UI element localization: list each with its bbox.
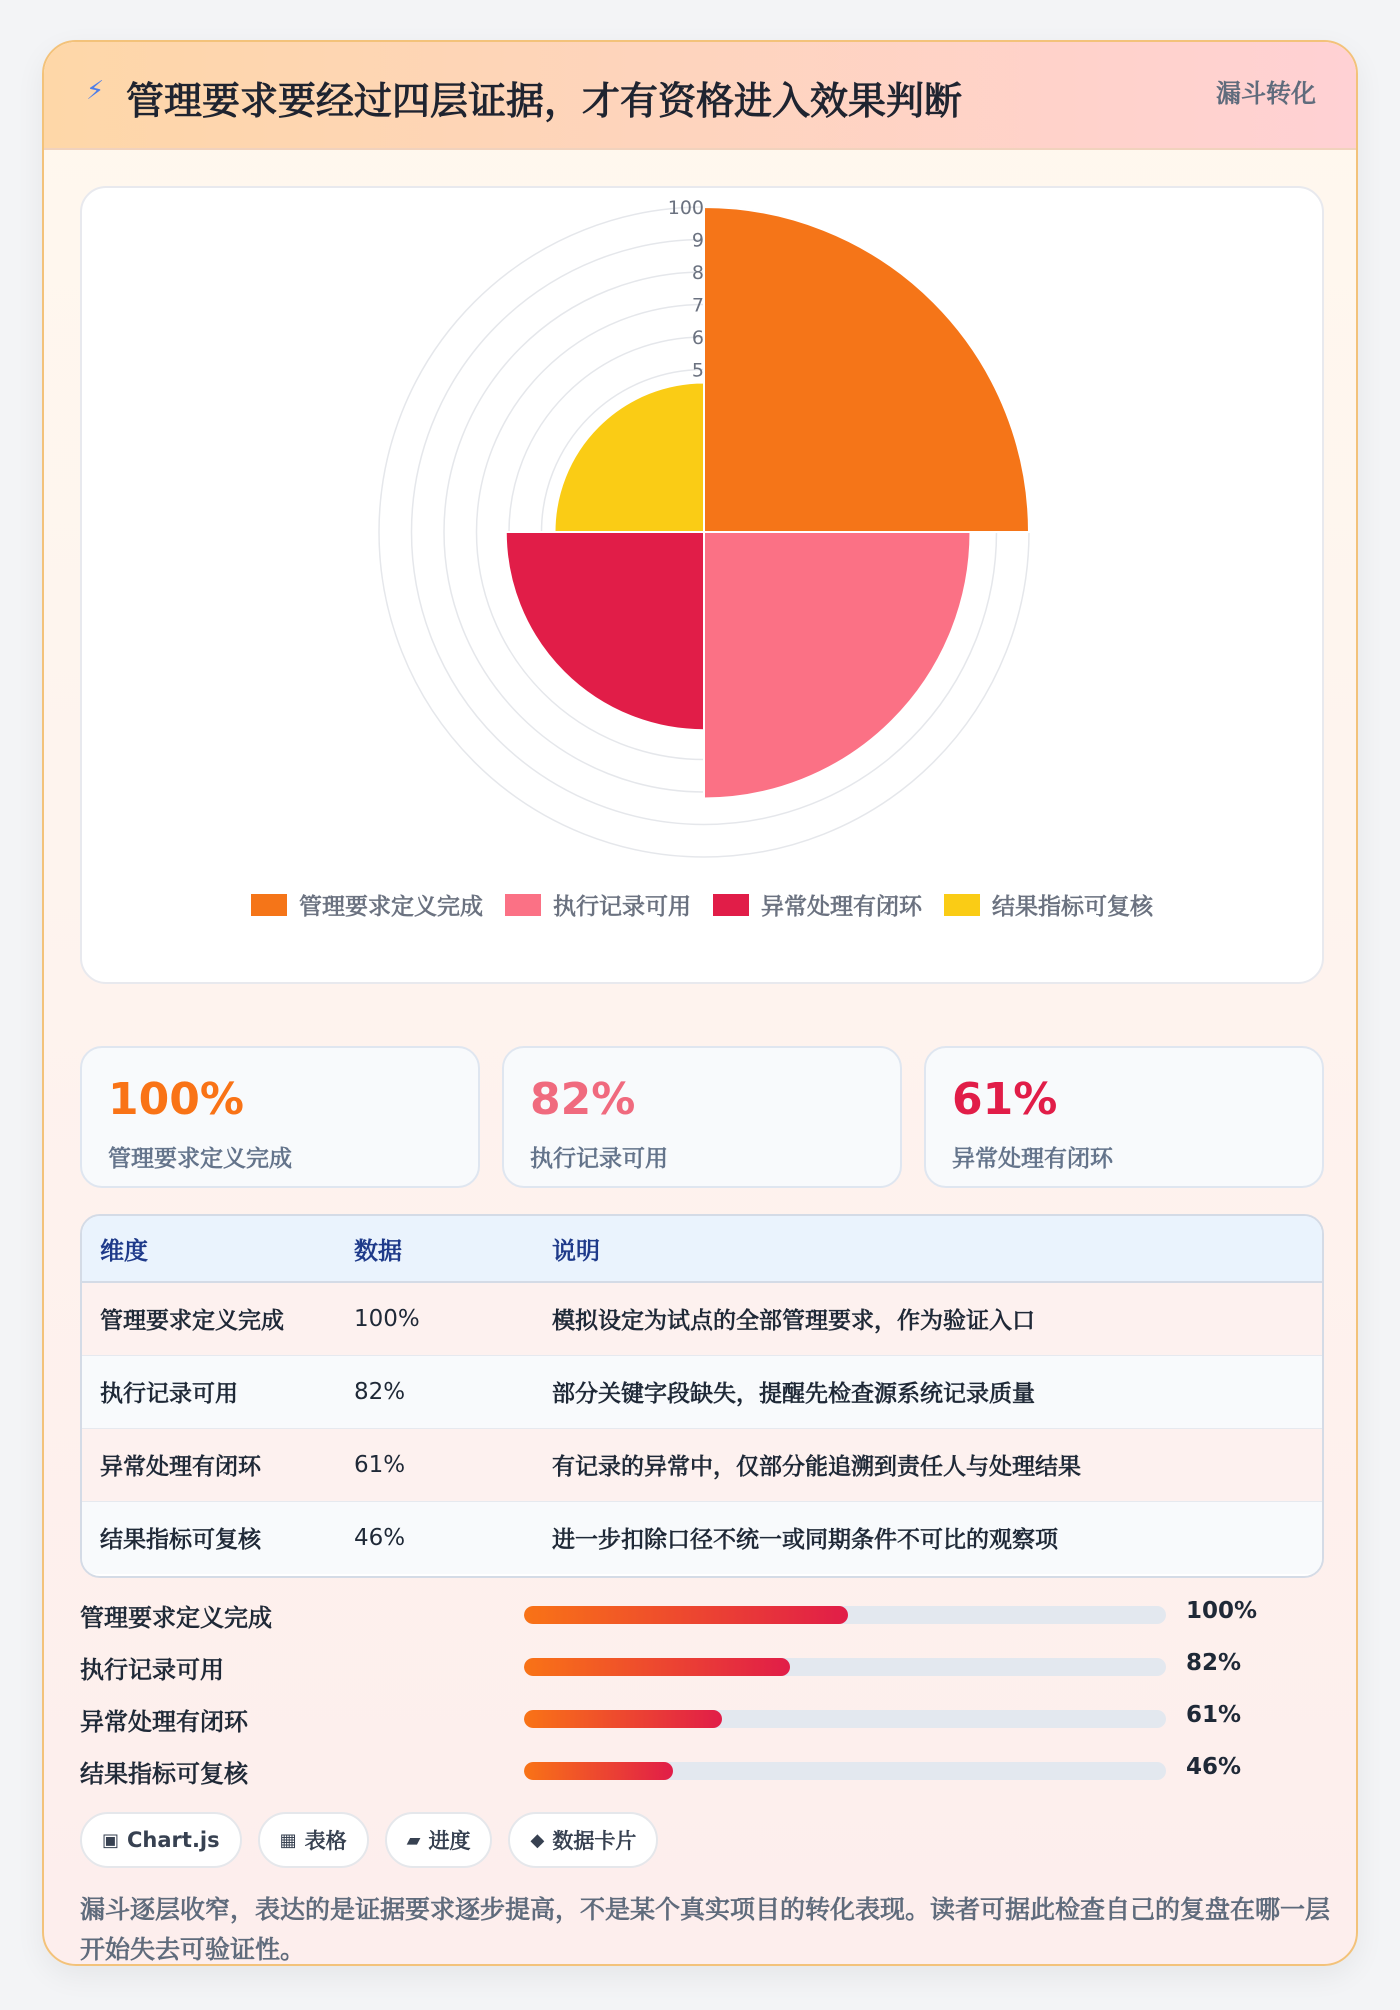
card-icon: ◆ <box>530 1829 545 1851</box>
table-cell: 管理要求定义完成 <box>82 1282 354 1355</box>
progress-track <box>524 1658 1166 1676</box>
radial-tick-label: 7 <box>691 294 704 317</box>
column-header-note: 说明 <box>552 1216 1322 1282</box>
progress-row <box>80 1646 1324 1686</box>
progress-row <box>80 1750 1324 1790</box>
stat-label: 管理要求定义完成 <box>108 1146 292 1172</box>
progress-track <box>524 1710 1166 1728</box>
progress-label: 执行记录可用 <box>80 1656 224 1684</box>
polar-segment[interactable] <box>555 383 705 533</box>
polar-segment[interactable] <box>704 207 1029 532</box>
table-cell: 进一步扣除口径不统一或同期条件不可比的观察项 <box>552 1501 1322 1574</box>
progress-label: 结果指标可复核 <box>80 1760 248 1788</box>
progress-value: 46% <box>1186 1754 1242 1780</box>
polar-area-chart <box>82 188 1326 878</box>
table-row <box>82 1282 1322 1355</box>
progress-track <box>524 1606 1166 1624</box>
stat-card <box>502 1046 902 1188</box>
chart-legend <box>82 888 1322 921</box>
table-cell: 100% <box>354 1282 552 1355</box>
progress-value: 61% <box>1186 1702 1242 1728</box>
chip-progress[interactable] <box>385 1812 493 1868</box>
legend-swatch <box>505 894 541 916</box>
legend-item[interactable] <box>505 888 691 921</box>
table-cell: 61% <box>354 1428 552 1501</box>
stat-label: 异常处理有闭环 <box>952 1146 1113 1172</box>
table-cell: 部分关键字段缺失，提醒先检查源系统记录质量 <box>552 1355 1322 1428</box>
progress-value: 82% <box>1186 1650 1242 1676</box>
legend-label: 结果指标可复核 <box>992 894 1153 920</box>
polar-segment[interactable] <box>506 532 704 730</box>
legend-label: 异常处理有闭环 <box>761 894 922 920</box>
chip-label: 进度 <box>428 1829 471 1853</box>
page-title: 管理要求要经过四层证据，才有资格进入效果判断 <box>126 79 963 123</box>
radial-tick-label: 9 <box>691 229 704 252</box>
legend-swatch <box>251 894 287 916</box>
table-row <box>82 1355 1322 1428</box>
table-icon: ▦ <box>279 1829 297 1851</box>
legend-item[interactable] <box>713 888 922 921</box>
stat-card <box>924 1046 1324 1188</box>
progress-value: 100% <box>1186 1598 1258 1624</box>
table-row <box>82 1501 1322 1574</box>
table-row <box>82 1428 1322 1501</box>
progress-row <box>80 1594 1324 1634</box>
progress-fill <box>524 1762 673 1780</box>
radial-tick-label: 6 <box>691 327 704 349</box>
card-header <box>44 42 1356 150</box>
legend-label: 执行记录可用 <box>553 894 691 920</box>
feature-chips <box>80 1812 658 1868</box>
chart-type-tag: 漏斗转化 <box>1215 79 1316 108</box>
progress-icon: ▰ <box>406 1829 421 1851</box>
table-header-row <box>82 1216 1322 1282</box>
stat-card <box>80 1046 480 1188</box>
data-table <box>80 1214 1324 1578</box>
legend-item[interactable] <box>251 888 483 921</box>
legend-swatch <box>713 894 749 916</box>
radial-tick-label: 100 <box>667 197 704 219</box>
progress-track <box>524 1762 1166 1780</box>
progress-row <box>80 1698 1324 1738</box>
radial-tick-label: 8 <box>691 262 704 284</box>
table-cell: 82% <box>354 1355 552 1428</box>
table-cell: 模拟设定为试点的全部管理要求，作为验证入口 <box>552 1282 1322 1355</box>
progress-fill <box>524 1658 790 1676</box>
stat-label: 执行记录可用 <box>530 1146 668 1172</box>
chip-label: 表格 <box>304 1829 347 1853</box>
footnote: 漏斗逐层收窄，表达的是证据要求逐步提高，不是某个真实项目的转化表现。读者可据此检查自己的复盘在哪一层开始失去可验证性。 <box>80 1895 1331 1964</box>
column-header-data: 数据 <box>354 1216 552 1282</box>
progress-fill <box>524 1710 722 1728</box>
legend-item[interactable] <box>944 888 1153 921</box>
report-card <box>42 40 1358 1966</box>
lightning-bolt-icon: ⚡ <box>86 76 105 106</box>
table-cell: 异常处理有闭环 <box>82 1428 354 1501</box>
chip-label: Chart.js <box>127 1828 220 1852</box>
legend-label: 管理要求定义完成 <box>299 894 483 920</box>
column-header-dimension: 维度 <box>82 1216 354 1282</box>
chip-table[interactable] <box>258 1812 369 1868</box>
chart-panel <box>80 186 1324 984</box>
chart-icon: ▣ <box>102 1829 120 1851</box>
table-cell: 执行记录可用 <box>82 1355 354 1428</box>
chip-chartjs[interactable] <box>80 1812 242 1868</box>
stat-value: 61% <box>952 1074 1058 1125</box>
stat-value: 82% <box>530 1074 636 1125</box>
legend-swatch <box>944 894 980 916</box>
progress-label: 异常处理有闭环 <box>80 1708 248 1736</box>
radial-tick-label: 5 <box>691 359 704 382</box>
table-cell: 结果指标可复核 <box>82 1501 354 1574</box>
table-cell: 46% <box>354 1501 552 1574</box>
progress-label: 管理要求定义完成 <box>80 1604 272 1632</box>
chip-label: 数据卡片 <box>552 1829 637 1853</box>
polar-segment[interactable] <box>704 532 971 799</box>
stat-value: 100% <box>108 1074 244 1125</box>
table-cell: 有记录的异常中，仅部分能追溯到责任人与处理结果 <box>552 1428 1322 1501</box>
progress-fill <box>524 1606 848 1624</box>
chip-data-card[interactable] <box>508 1812 658 1868</box>
